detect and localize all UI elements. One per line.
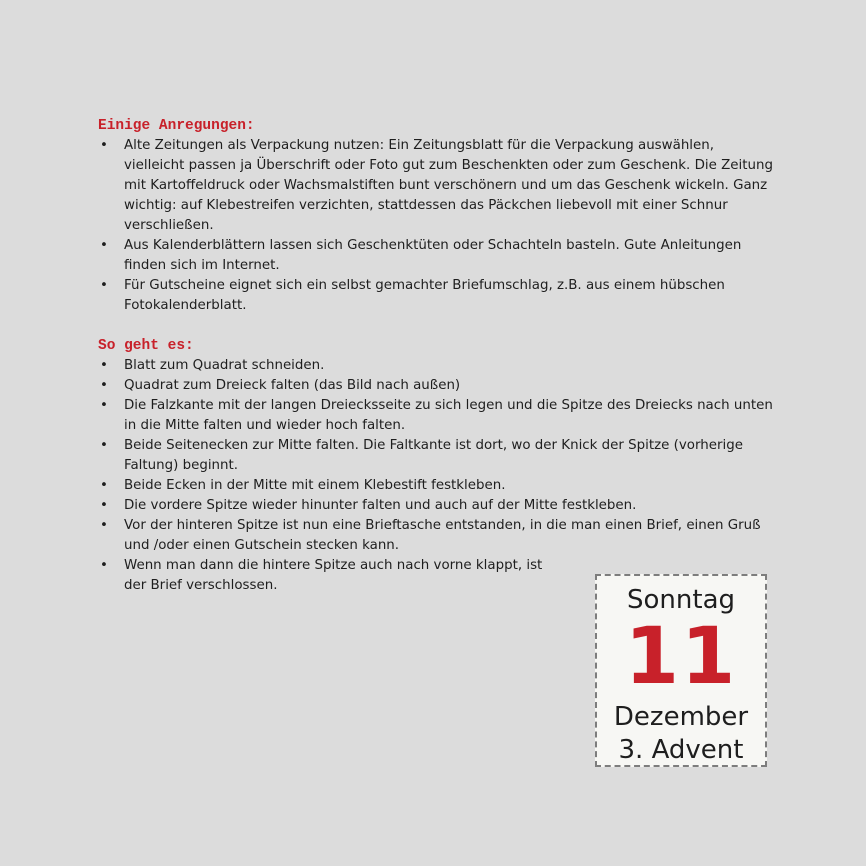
- list-item: • Die vordere Spitze wieder hinunter falten und auch auf der Mitte festkleben.: [98, 496, 778, 516]
- calendar-month: Dezember: [613, 702, 749, 732]
- list-item: • Quadrat zum Dreieck falten (das Bild nach außen): [98, 376, 778, 396]
- list-item: • Alte Zeitungen als Verpackung nutzen: Ein Zeitungsblatt für die Verpackung auswählen, vielleicht passen ja Überschrift oder Foto gut zum Beschenkten oder zum Geschenk. Die Zeitung mit Kartoffeldruck oder Wachsmalstiften bunt verschönern und um das Geschenk wickeln. Ganz wichtig: auf Klebestreifen verzichten, stattdessen das Päckchen liebevoll mit einer Schnur verschließen.: [98, 136, 778, 236]
- list-item: • Beide Ecken in der Mitte mit einem Klebestift festkleben.: [98, 476, 778, 496]
- section-heading: Einige Anregungen:: [98, 118, 255, 134]
- calendar-sheet: [595, 574, 767, 767]
- list-item: • Für Gutscheine eignet sich ein selbst gemachter Briefumschlag, z.B. aus einem hübschen Fotokalenderblatt.: [98, 276, 778, 316]
- list-item: • Blatt zum Quadrat schneiden.: [98, 356, 778, 376]
- bullet-list: [98, 356, 778, 596]
- list-item: • Vor der hinteren Spitze ist nun eine Brieftasche entstanden, in die man einen Brief, einen Gruß und /oder einen Gutschein stecken kann.: [98, 516, 778, 556]
- calendar-weekday: Sonntag: [627, 585, 735, 615]
- section-heading: So geht es:: [98, 338, 194, 354]
- section-so-geht-es: [98, 336, 778, 596]
- list-item: • Beide Seitenecken zur Mitte falten. Die Faltkante ist dort, wo der Knick der Spitze (vorherige Faltung) beginnt.: [98, 436, 778, 476]
- calendar-event: 3. Advent: [618, 735, 744, 765]
- list-item: • Wenn man dann die hintere Spitze auch nach vorne klappt, ist der Brief verschlossen.: [98, 556, 554, 596]
- calendar-day-number: 11: [624, 612, 738, 702]
- list-item: • Aus Kalenderblättern lassen sich Geschenktüten oder Schachteln basteln. Gute Anleitungen finden sich im Internet.: [98, 236, 778, 276]
- content: [98, 116, 778, 596]
- list-item: • Die Falzkante mit der langen Dreiecksseite zu sich legen und die Spitze des Dreiecks nach unten in die Mitte falten und wieder hoch falten.: [98, 396, 778, 436]
- bullet-list: [98, 136, 778, 316]
- section-anregungen: [98, 116, 778, 316]
